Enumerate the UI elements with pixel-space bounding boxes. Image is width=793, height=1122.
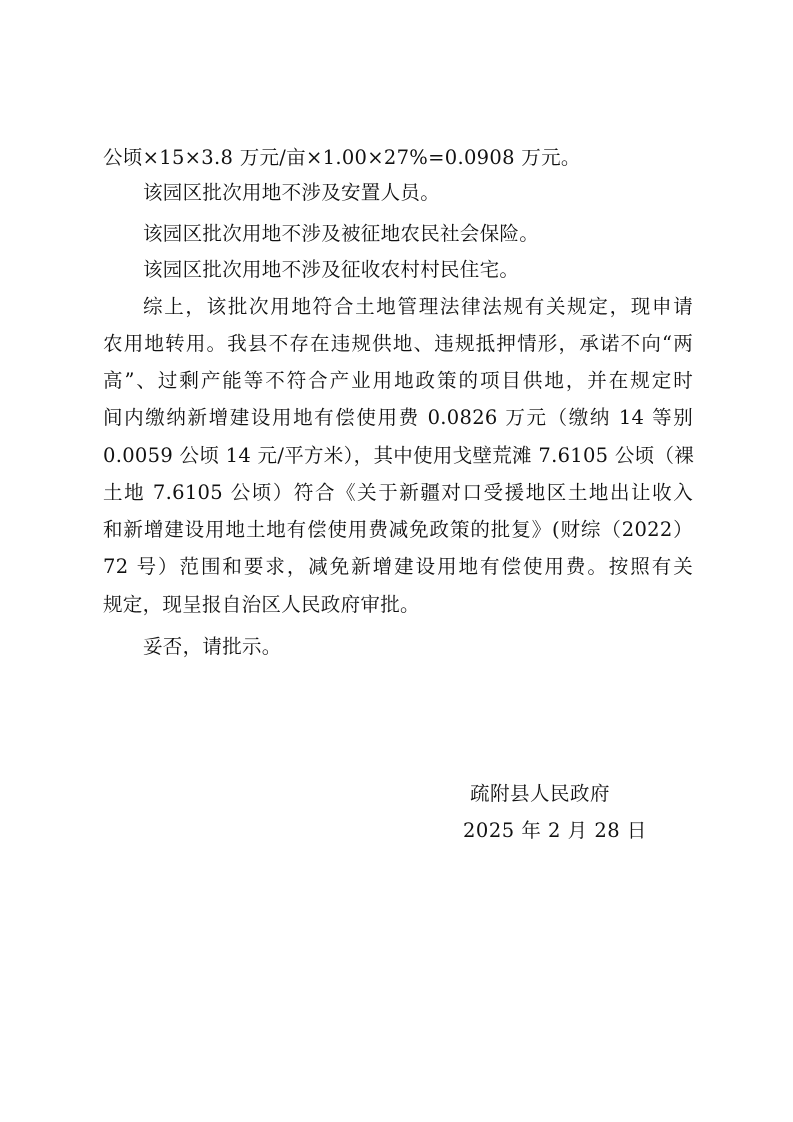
closing-line: 妥否，请批示。 [143,635,282,658]
body-line-10: 土地 7.6105 公顷）符合《关于新疆对口受援地区土地出让收入 [103,481,693,504]
body-line-13: 规定，现呈报自治区人民政府审批。 [103,593,420,616]
body-line-3: 该园区批次用地不涉及被征地农民社会保险。 [143,222,540,245]
body-line-9: 0.0059 公顷 14 元/平方米），其中使用戈壁荒滩 7.6105 公顷（裸 [103,444,695,467]
body-line-12: 72 号）范围和要求，减免新增建设用地有偿使用费。按照有关 [103,555,693,578]
body-line-11: 和新增建设用地土地有偿使用费减免政策的批复》(财综（2022） [103,518,693,541]
body-line-4: 该园区批次用地不涉及征收农村村民住宅。 [143,258,520,281]
body-line-1: 公顷×15×3.8 万元/亩×1.00×27%=0.0908 万元。 [103,146,581,169]
body-line-5: 综上，该批次用地符合土地管理法律法规有关规定，现申请 [143,295,693,318]
body-line-2: 该园区批次用地不涉及安置人员。 [143,181,441,204]
body-line-8: 间内缴纳新增建设用地有偿使用费 0.0826 万元（缴纳 14 等别 [103,406,693,429]
body-line-6: 农用地转用。我县不存在违规供地、违规抵押情形，承诺不向“两 [103,332,693,355]
signature-organization: 疏附县人民政府 [470,782,611,805]
signature-date: 2025 年 2 月 28 日 [463,819,647,842]
body-line-7: 高”、过剩产能等不符合产业用地政策的项目供地，并在规定时 [103,369,693,392]
